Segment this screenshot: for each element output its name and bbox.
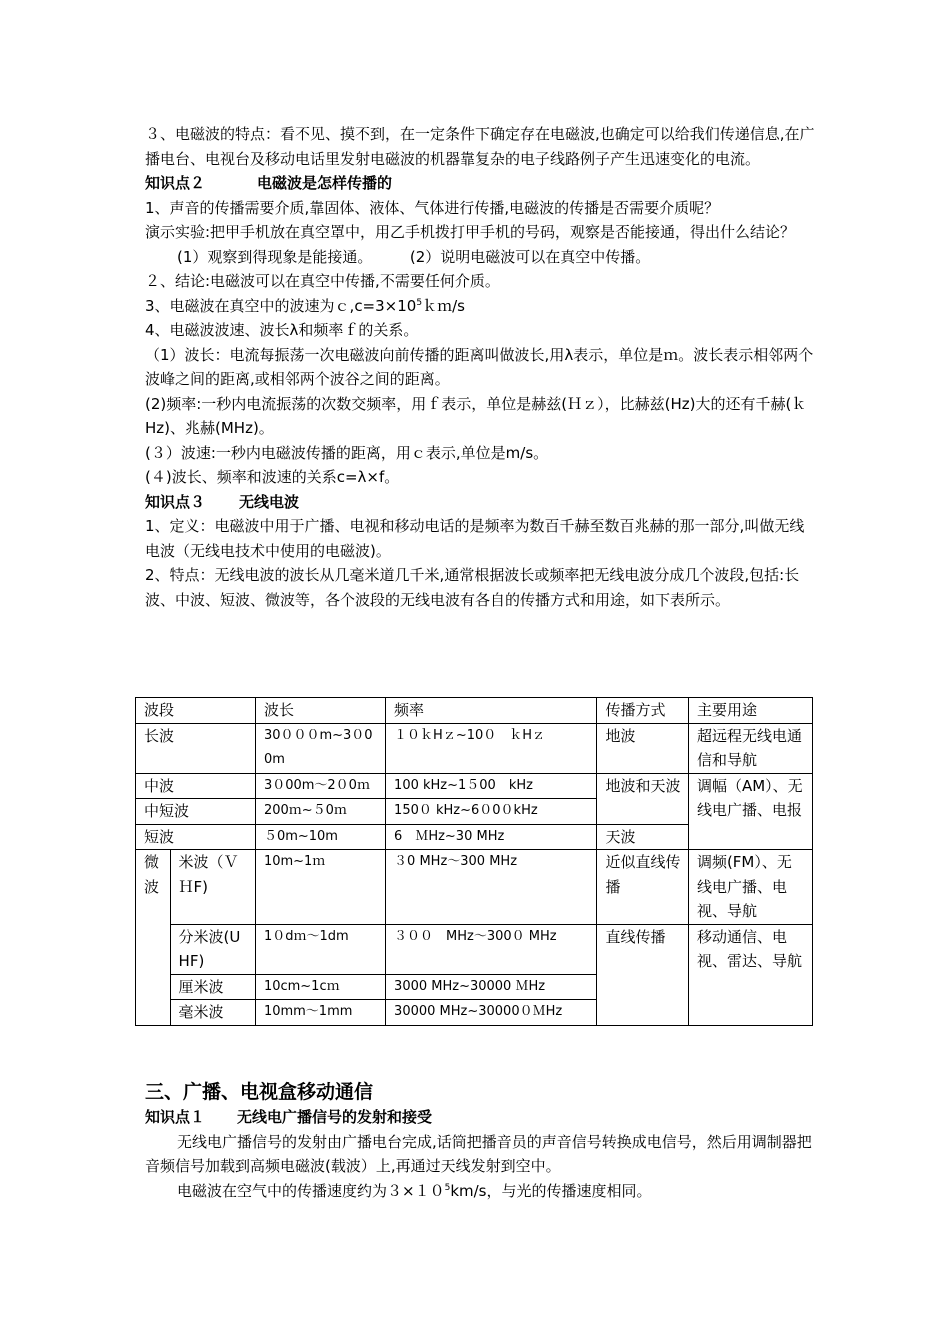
usage-cell: 调频(FM）、无线电广播、电视、导航 (688, 850, 812, 925)
table-row (136, 723, 813, 773)
heading-knowledge-point-3 (145, 490, 815, 515)
paragraph-radio-definition: 1、定义：电磁波中用于广播、电视和移动电话的是频率为数百千赫至数百兆赫的那一部分,叫做无线电波（无线电技术中使用的电磁波)。 (145, 517, 805, 560)
band-cell: 中波 (136, 773, 256, 799)
wave-speed-unit: ｋｍ/s (422, 296, 465, 315)
wave-speed-exponent: 5 (416, 297, 423, 308)
frequency-cell: 3000 MHz~30000 ＭHz (386, 974, 597, 1000)
header-usage: 主要用途 (688, 698, 812, 724)
usage-cell: 超远程无线电通信和导航 (688, 723, 812, 773)
frequency-cell: 150０ kHz~6０0０kHz (386, 799, 597, 825)
paragraph-em-wave-features: ３、电磁波的特点：看不见、摸不到，在一定条件下确定存在电磁波,也确定可以给我们传递信息,在广播电台、电视台及移动电话里发射电磁波的机器靠复杂的电子线路例子产生迅速变化的电流。 (145, 125, 815, 168)
frequency-cell: １０ｋHｚ~10０ ｋHｚ (386, 723, 597, 773)
paragraph-conclusion: ２、结论:电磁波可以在真空中传播,不需要任何介质。 (145, 272, 500, 290)
air-speed-exponent: 5 (444, 1182, 451, 1193)
propagation-cell: 天波 (597, 824, 688, 850)
paragraph-wavelength: （1）波长：电流每振荡一次电磁波向前传播的距离叫做波长,用λ表示，单位是ｍ。波长表示相邻两个波峰之间的距离,或相邻两个波谷之间的距离。 (145, 345, 814, 388)
header-wavelength: 波长 (255, 698, 385, 724)
band-cell: 中短波 (136, 799, 256, 825)
propagation-cell: 地波和天波 (597, 773, 688, 824)
paragraph-air-speed (145, 1179, 815, 1204)
frequency-cell: 100 kHz~1５00 kHz (386, 773, 597, 799)
kp3-title: 无线电波 (239, 492, 300, 511)
frequency-cell: 6 ＭHz~30 MHz (386, 824, 597, 850)
propagation-cell: 地波 (597, 723, 688, 773)
heading-knowledge-point-1 (145, 1105, 815, 1130)
usage-cell: 调幅（AM）、无线电广播、电报 (688, 773, 812, 850)
band-cell: 短波 (136, 824, 256, 850)
frequency-cell: ３0 MHz～300 MHz (386, 850, 597, 925)
kp1-title: 无线电广播信号的发射和接受 (237, 1108, 433, 1126)
microwave-label-cell: 微波 (136, 850, 171, 1026)
wavelength-cell: 1０dｍ～1dm (255, 924, 385, 974)
propagation-cell: 近似直线传播 (597, 850, 688, 925)
paragraph-relation-intro: 4、电磁波波速、波长λ和频率ｆ的关系。 (145, 321, 419, 339)
kp2-label: 知识点２ (145, 174, 206, 192)
wavelength-cell: 3０00m～2０0ｍ (255, 773, 385, 799)
heading-knowledge-point-2 (145, 171, 815, 196)
frequency-cell: 30000 MHz~30000０ＭHz (386, 1000, 597, 1026)
air-speed-tail: km/s，与光的传播速度相同。 (450, 1181, 652, 1200)
usage-cell: 移动通信、电视、雷达、导航 (688, 924, 812, 1025)
header-band: 波段 (136, 698, 256, 724)
kp1-label: 知识点１ (145, 1108, 206, 1126)
header-frequency: 频率 (386, 698, 597, 724)
wavelength-cell: 200ｍ~５0ｍ (255, 799, 385, 825)
radio-band-table (135, 697, 813, 1026)
kp3-label: 知识点３ (145, 492, 206, 511)
paragraph-radio-features: 2、特点：无线电波的波长从几毫米道几千米,通常根据波长或频率把无线电波分成几个波段,包括:长波、中波、短波、微波等，各个波段的无线电波有各自的传播方式和用途，如下表所示。 (145, 566, 800, 609)
paragraph-wave-speed (145, 294, 815, 319)
frequency-cell: ３００ MHz～300０ MHz (386, 924, 597, 974)
wavelength-cell: 30０００m~3０00m (255, 723, 385, 773)
band-cell: 分米波(UHF) (170, 924, 255, 974)
table-header-row (136, 698, 813, 724)
section-heading: 三、广播、电视盒移动通信 (145, 1081, 374, 1103)
kp2-title: 电磁波是怎样传播的 (257, 174, 393, 192)
table-row (136, 773, 813, 799)
paragraph-observation: (1）观察到得现象是能接通。 (2）说明电磁波可以在真空中传播。 (177, 247, 651, 266)
band-cell: 米波（ＶＨF) (170, 850, 255, 925)
table-row (136, 924, 813, 974)
header-propagation: 传播方式 (597, 698, 688, 724)
paragraph-sound-medium: 1、声音的传播需要介质,靠固体、液体、气体进行传播,电磁波的传播是否需要介质呢？ (145, 198, 720, 217)
wavelength-cell: 10m~1ｍ (255, 850, 385, 925)
table-row (136, 850, 813, 925)
paragraph-demo-experiment: 演示实验:把甲手机放在真空罩中，用乙手机拨打甲手机的号码，观察是否能接通，得出什么结论？ (145, 223, 796, 241)
wavelength-cell: 10mm～1mm (255, 1000, 385, 1026)
band-cell: 厘米波 (170, 974, 255, 1000)
band-cell: 毫米波 (170, 1000, 255, 1026)
band-cell: 长波 (136, 723, 256, 773)
air-speed-text: 电磁波在空气中的传播速度约为３×１０ (177, 1181, 445, 1200)
propagation-cell: 直线传播 (597, 924, 688, 1025)
paragraph-formula: (４)波长、频率和波速的关系c=λ×f。 (145, 468, 400, 486)
paragraph-broadcast-transmission: 无线电广播信号的发射由广播电台完成,话筒把播音员的声音信号转换成电信号，然后用调制器把音频信号加载到高频电磁波(载波）上,再通过天线发射到空中。 (145, 1132, 812, 1175)
paragraph-velocity: (３）波速:一秒内电磁波传播的距离，用ｃ表示,单位是m/s。 (145, 443, 549, 462)
wavelength-cell: 10cm~1cｍ (255, 974, 385, 1000)
wave-speed-text: 3、电磁波在真空中的波速为ｃ,c=3×10 (145, 296, 417, 315)
document-body (145, 122, 815, 612)
wavelength-cell: ５0m~10m (255, 824, 385, 850)
paragraph-frequency: (2)频率:一秒内电流振荡的次数交频率，用ｆ表示，单位是赫兹(Ｈｚ），比赫兹(Hz)大的还有千赫(ｋHz)、兆赫(MHz)。 (145, 394, 807, 437)
section-broadcast (145, 1079, 815, 1203)
